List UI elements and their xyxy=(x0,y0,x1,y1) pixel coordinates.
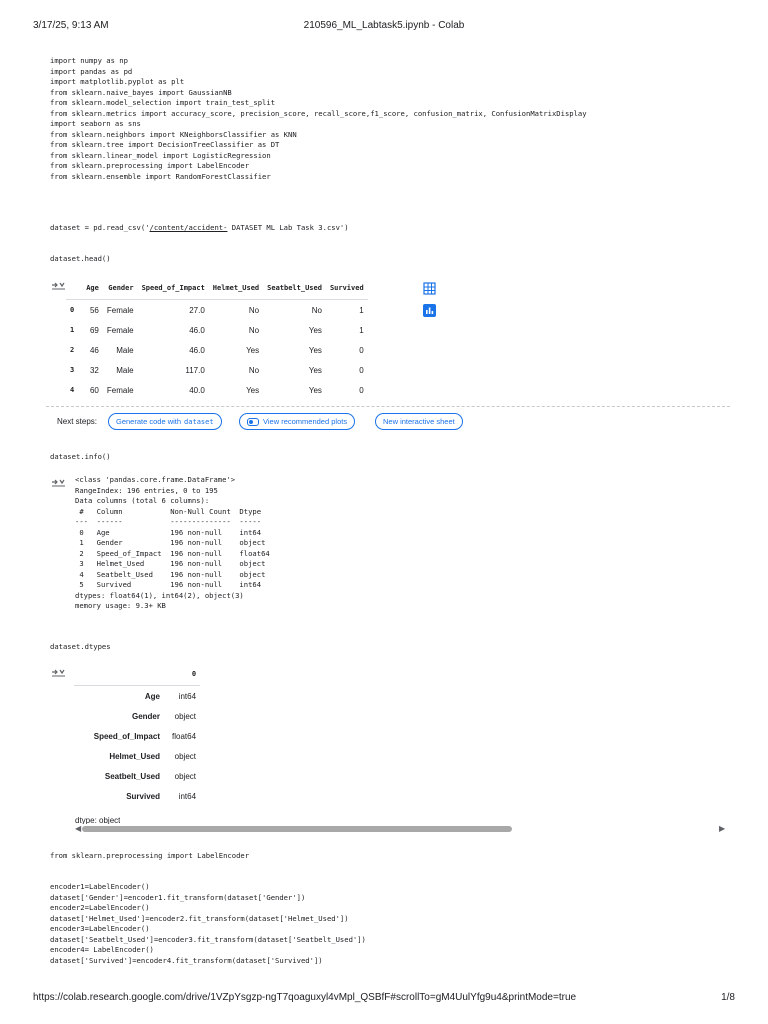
imports-code-cell[interactable]: import numpy as np import pandas as pd import matplotlib.pyplot as plt from sklearn.naive_bayes import GaussianNB from sklearn.model_selection import train_test_split from sklearn.metrics import accuracy_score, precision_score, recall_score,f1_score, confusion_matrix, ConfusionMatrixDisplay import seaborn as sns from sklearn.neighbors import KNeighborsClassifier as KNN from sklearn.tree import DecisionTreeClassifier as DT from sklearn.linear_model import LogisticRegression from sklearn.preprocessing import LabelEncoder from sklearn.ensemble import RandomForestClassifier xyxy=(50,56,587,181)
dtype-column-name: Helmet_Used xyxy=(109,751,160,761)
table-cell: No xyxy=(248,325,260,335)
table-cell: 46.0 xyxy=(189,325,205,335)
dtype-value: object xyxy=(174,771,197,781)
head-output-table xyxy=(66,277,368,400)
output-toggle-icon[interactable] xyxy=(51,280,67,290)
row-index: 3 xyxy=(70,366,75,374)
read-csv-code-cell[interactable] xyxy=(50,223,349,234)
table-cell: No xyxy=(311,305,322,315)
dtype-value: int64 xyxy=(178,791,197,801)
table-cell: Yes xyxy=(308,385,322,395)
column-header: Survived xyxy=(326,277,368,300)
table-cell: Yes xyxy=(246,345,260,355)
generate-code-button[interactable] xyxy=(108,413,222,430)
chart-suggest-icon[interactable] xyxy=(423,304,436,317)
table-cell: Male xyxy=(116,345,134,355)
column-header: Speed_of_Impact xyxy=(138,277,209,300)
table-cell: Female xyxy=(106,305,134,315)
table-cell: Female xyxy=(106,325,134,335)
toggle-icon xyxy=(247,418,259,426)
column-header: Seatbelt_Used xyxy=(263,277,326,300)
dtype-value: object xyxy=(174,751,197,761)
dtype-footer: dtype: object xyxy=(75,816,121,824)
table-cell: 56 xyxy=(89,305,99,315)
dtypes-col-header: 0 xyxy=(168,663,200,686)
table-cell: 117.0 xyxy=(185,365,205,375)
table-view-icon[interactable] xyxy=(423,282,436,295)
page-number: 1/8 xyxy=(721,992,735,1003)
output-toggle-icon[interactable] xyxy=(51,667,67,677)
scroll-left-icon[interactable]: ◀ xyxy=(75,824,82,833)
table-cell: 0 xyxy=(359,345,364,355)
dtype-column-name: Speed_of_Impact xyxy=(93,731,160,741)
dtype-column-name: Age xyxy=(144,691,160,701)
column-header: Age xyxy=(82,277,103,300)
table-row xyxy=(66,380,368,400)
new-sheet-button[interactable]: New interactive sheet xyxy=(375,413,463,430)
table-row xyxy=(66,320,368,340)
table-row xyxy=(66,340,368,360)
table-cell: 60 xyxy=(89,385,99,395)
table-row xyxy=(74,706,200,726)
table-cell: 0 xyxy=(359,385,364,395)
table-cell: 46.0 xyxy=(189,345,205,355)
dtype-value: int64 xyxy=(178,691,197,701)
table-row xyxy=(66,360,368,380)
table-cell: No xyxy=(248,305,260,315)
table-cell: No xyxy=(248,365,260,375)
table-cell: Yes xyxy=(308,325,322,335)
dtypes-output-table xyxy=(74,663,200,806)
dtype-column-name: Seatbelt_Used xyxy=(104,771,160,781)
info-output: <class 'pandas.core.frame.DataFrame'> RangeIndex: 196 entries, 0 to 195 Data columns (total 6 columns): # Column Non-Null Count Dtype --- ------ -------------- ----- 0 Age 196 non-null int64 1 Gender 196 non-null object 2 Speed_of_Impact 196 non-null float64 3 Helmet_Used 196 non-null object 4 Seatbelt_Used 196 non-null object 5 Survived 196 non-null int64 dtypes: float64(1), int64(2), object(3) memory usage: 9.3+ KB xyxy=(75,475,270,610)
index-header xyxy=(66,277,82,300)
table-cell: 46 xyxy=(89,345,99,355)
info-code-cell[interactable]: dataset.info() xyxy=(50,452,111,461)
table-row xyxy=(74,786,200,806)
table-cell: Male xyxy=(116,365,134,375)
read-csv-suffix: DATASET ML Lab Task 3.csv') xyxy=(227,223,349,232)
dtype-column-name: Survived xyxy=(126,791,160,801)
table-row xyxy=(74,726,200,746)
encoders-code-cell[interactable]: encoder1=LabelEncoder() dataset['Gender']=encoder1.fit_transform(dataset['Gender']) encoder2=LabelEncoder() dataset['Helmet_Used']=encoder2.fit_transform(dataset['Helmet_Used']) encoder3=LabelEncoder() dataset['Seatbelt_Used']=encoder3.fit_transform(dataset['Seatbelt_Used']) encoder4= LabelEncoder() dataset['Survived']=encoder4.fit_transform(dataset['Survived']) xyxy=(50,882,366,965)
dtype-value: float64 xyxy=(172,731,197,741)
dtype-value: object xyxy=(174,711,197,721)
table-cell: Yes xyxy=(246,385,260,395)
page-url: https://colab.research.google.com/drive/1VZpYsgzp-ngT7qoaguxyl4vMpl_QSBfF#scrollTo=gM4UulYfg9u4&printMode=true xyxy=(33,992,577,1003)
table-cell: Yes xyxy=(308,345,322,355)
generate-code-label: Generate code with xyxy=(116,417,182,426)
next-steps-label: Next steps: xyxy=(57,417,98,426)
table-cell: 27.0 xyxy=(189,305,205,315)
table-cell: 32 xyxy=(89,365,99,375)
table-row xyxy=(74,746,200,766)
row-index: 4 xyxy=(70,386,75,394)
horizontal-scrollbar[interactable] xyxy=(82,826,512,832)
csv-path-link[interactable]: /content/accident- xyxy=(149,223,228,232)
labelencoder-import-cell[interactable]: from sklearn.preprocessing import LabelEncoder xyxy=(50,851,250,860)
table-cell: Female xyxy=(106,385,134,395)
column-header: Helmet_Used xyxy=(209,277,263,300)
view-plots-label: View recommended plots xyxy=(263,417,348,426)
table-cell: 1 xyxy=(359,325,364,335)
table-cell: Yes xyxy=(308,365,322,375)
table-cell: 69 xyxy=(89,325,99,335)
table-row xyxy=(74,686,200,707)
dtype-column-name: Gender xyxy=(131,711,160,721)
table-cell: 0 xyxy=(359,365,364,375)
table-cell: 40.0 xyxy=(189,385,205,395)
row-index: 0 xyxy=(70,306,75,314)
table-row xyxy=(74,766,200,786)
table-row xyxy=(66,300,368,321)
cell-divider xyxy=(46,406,730,407)
view-plots-button[interactable] xyxy=(239,413,355,430)
dtypes-code-cell[interactable]: dataset.dtypes xyxy=(50,642,111,651)
table-cell: 1 xyxy=(359,305,364,315)
scroll-right-icon[interactable]: ▶ xyxy=(719,824,726,833)
row-index: 2 xyxy=(70,346,75,354)
column-header: Gender xyxy=(103,277,138,300)
output-toggle-icon[interactable] xyxy=(51,477,67,487)
read-csv-prefix: dataset = pd.read_csv(' xyxy=(50,223,150,232)
print-datetime: 3/17/25, 9:13 AM xyxy=(33,20,109,31)
row-index: 1 xyxy=(70,326,75,334)
head-code-cell[interactable]: dataset.head() xyxy=(50,254,111,263)
generate-code-var: dataset xyxy=(184,417,214,426)
notebook-title: 210596_ML_Labtask5.ipynb - Colab xyxy=(303,20,465,31)
